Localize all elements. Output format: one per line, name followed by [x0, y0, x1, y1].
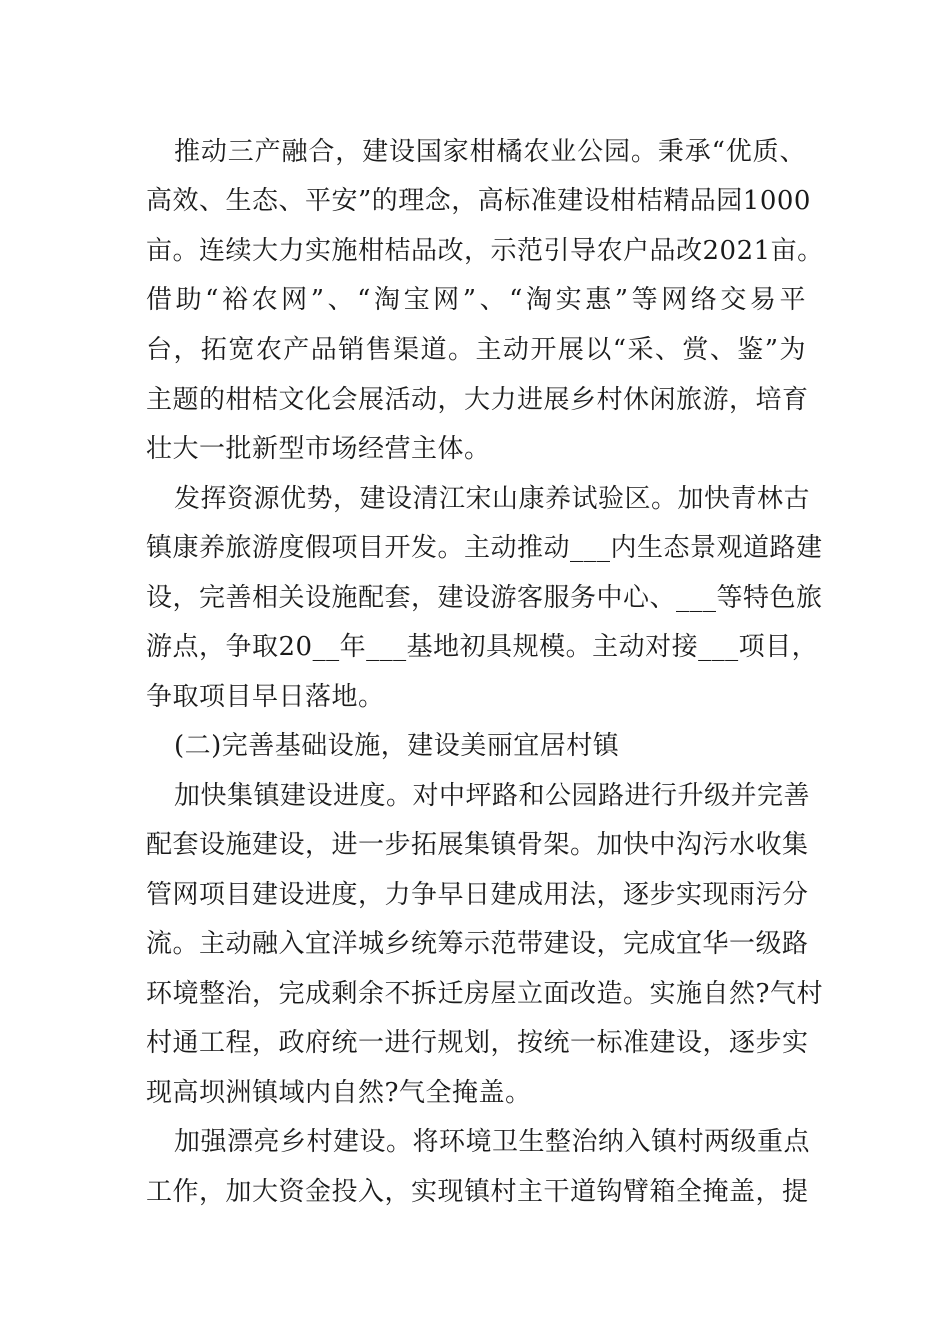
- text-line: 争取项目早日落地。: [146, 682, 385, 712]
- text-line: 配套设施建设，进一步拓展集镇骨架。加快中沟污水收集: [146, 830, 809, 860]
- text-line: 借助“裕农网”、“淘宝网”、“淘实惠”等网络交易平: [146, 285, 806, 315]
- text-line: 流。主动融入宜洋城乡统筹示范带建设，完成宜华一级路: [146, 929, 809, 959]
- text-line: 设，完善相关设施配套，建设游客服务中心、___等特色旅: [146, 583, 823, 613]
- text-line: 村通工程，政府统一进行规划，按统一标准建设，逐步实: [146, 1028, 809, 1058]
- text-line: 镇康养旅游度假项目开发。主动推动___内生态景观道路建: [146, 533, 823, 563]
- text-line: 台，拓宽农产品销售渠道。主动开展以“采、赏、鉴”为: [146, 335, 806, 365]
- section-heading: (二)完善基础设施，建设美丽宜居村镇: [174, 731, 620, 761]
- text-line: 亩。连续大力实施柑桔品改，示范引导农户品改2021亩。: [146, 236, 824, 266]
- text-line: 主题的柑桔文化会展活动，大力进展乡村休闲旅游，培育: [146, 385, 809, 415]
- text-line: 壮大一批新型市场经营主体。: [146, 434, 491, 464]
- text-line: 加快集镇建设进度。对中坪路和公园路进行升级并完善: [174, 781, 811, 811]
- text-line: 现高坝洲镇域内自然?气全掩盖。: [146, 1078, 532, 1108]
- text-line: 发挥资源优势，建设清江宋山康养试验区。加快青林古: [174, 484, 811, 514]
- text-line: 环境整治，完成剩余不拆迁房屋立面改造。实施自然?气村: [146, 979, 823, 1009]
- text-line: 工作，加大资金投入，实现镇村主干道钩臂箱全掩盖，提: [146, 1177, 809, 1207]
- text-line: 管网项目建设进度，力争早日建成用法，逐步实现雨污分: [146, 880, 809, 910]
- text-line: 推动三产融合，建设国家柑橘农业公园。秉承“优质、: [174, 137, 806, 167]
- text-line: 加强漂亮乡村建设。将环境卫生整治纳入镇村两级重点: [174, 1127, 811, 1157]
- text-line: 游点，争取20__年___基地初具规模。主动对接___项目，: [146, 632, 819, 662]
- text-line: 高效、生态、平安”的理念，高标准建设柑桔精品园1000: [146, 186, 811, 216]
